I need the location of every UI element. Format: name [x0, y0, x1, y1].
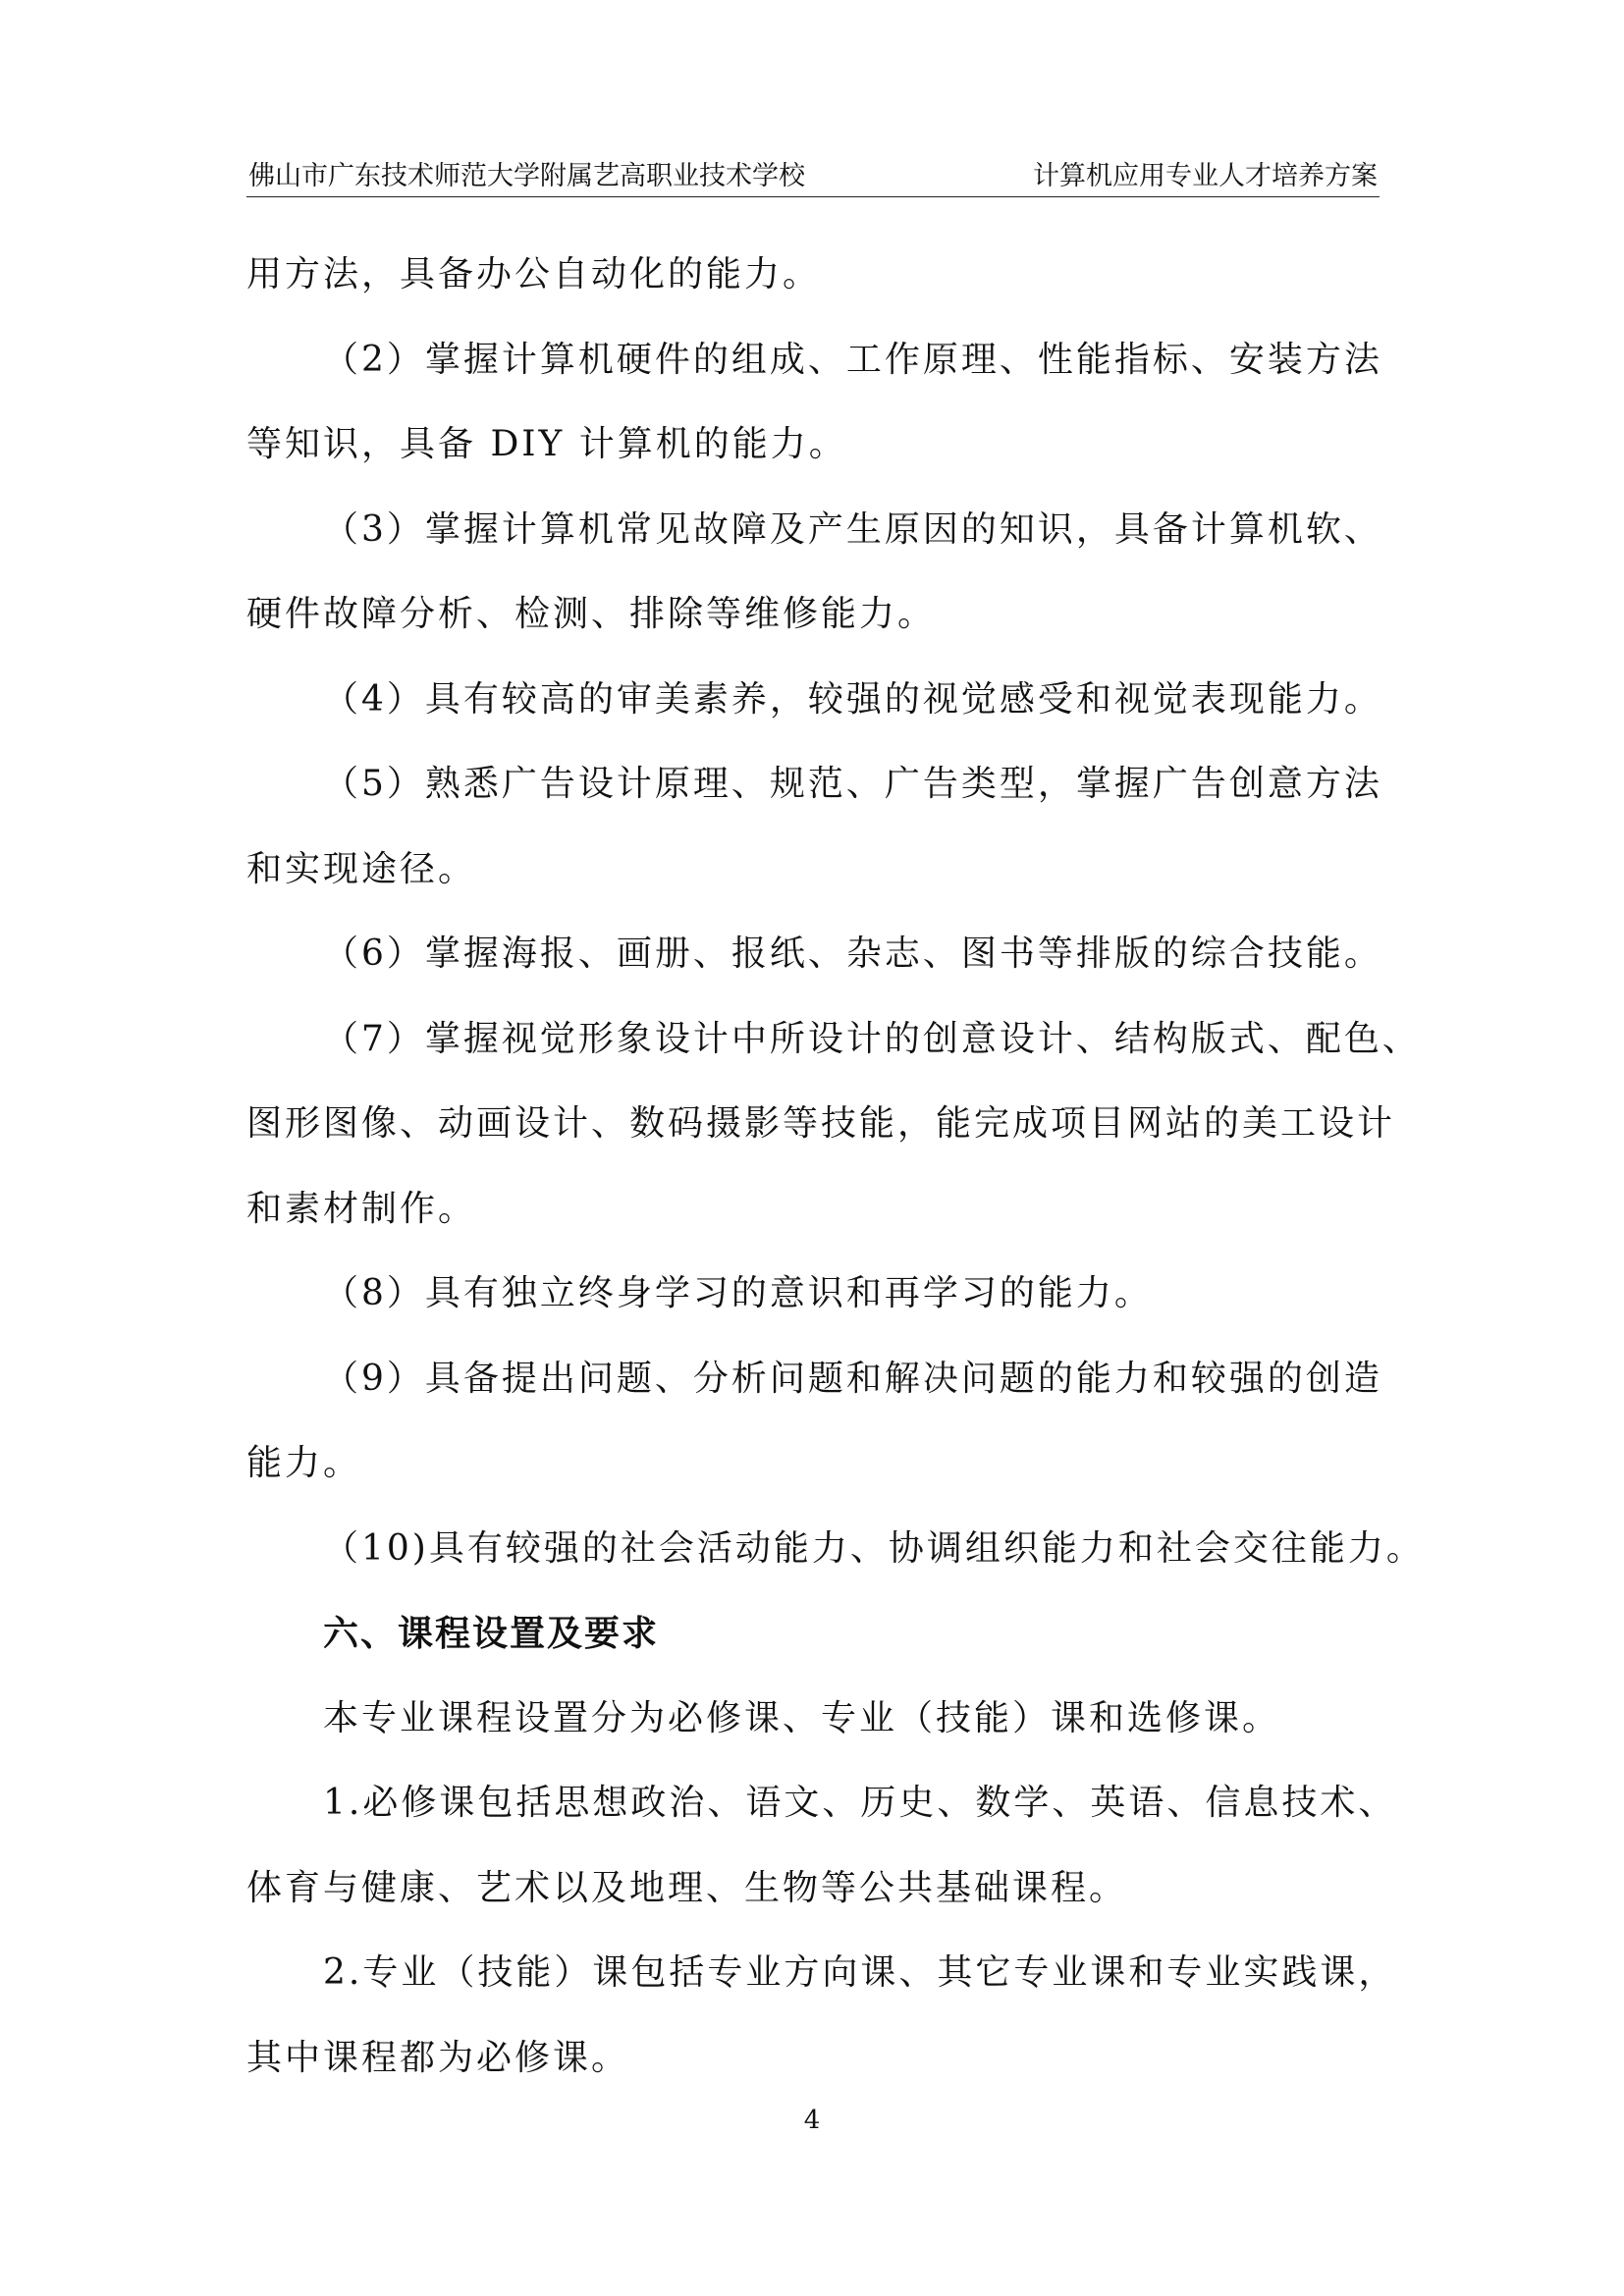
paragraph-line: （10)具有较强的社会活动能力、协调组织能力和社会交往能力。 [323, 1527, 1425, 1569]
paragraph-line: （4）具有较高的审美素养，较强的视觉感受和视觉表现能力。 [323, 678, 1382, 720]
section-heading: 六、课程设置及要求 [323, 1613, 660, 1654]
running-header [246, 157, 1380, 197]
paragraph-line: （8）具有独立终身学习的意识和再学习的能力。 [323, 1273, 1153, 1313]
paragraph-line: 和实现途径。 [246, 848, 477, 889]
paragraph-line: 图形图像、动画设计、数码摄影等技能，能完成项目网站的美工设计 [246, 1103, 1396, 1144]
page-number: 4 [803, 2106, 821, 2135]
paragraph-line: 和素材制作。 [246, 1188, 477, 1229]
paragraph-line: 能力。 [246, 1443, 362, 1483]
paragraph-line: 本专业课程设置分为必修课、专业（技能）课和选修课。 [323, 1697, 1281, 1738]
paragraph-line: 其中课程都为必修课。 [246, 2037, 630, 2078]
paragraph-line: （3）掌握计算机常见故障及产生原因的知识，具备计算机软、 [323, 508, 1382, 550]
paragraph-line: 等知识，具备 DIY 计算机的能力。 [246, 424, 847, 464]
paragraph-line: （9）具备提出问题、分析问题和解决问题的能力和较强的创造 [323, 1358, 1382, 1399]
header-document-title: 计算机应用专业人才培养方案 [1033, 161, 1378, 191]
header-school-name: 佛山市广东技术师范大学附属艺高职业技术学校 [248, 161, 805, 191]
paragraph-line: （6）掌握海报、画册、报纸、杂志、图书等排版的综合技能。 [323, 934, 1382, 974]
paragraph-line: 硬件故障分析、检测、排除等维修能力。 [246, 594, 937, 634]
paragraph-line: 2.专业（技能）课包括专业方向课、其它专业课和专业实践课， [323, 1952, 1397, 1993]
paragraph-line: 体育与健康、艺术以及地理、生物等公共基础课程。 [246, 1867, 1128, 1908]
paragraph-line: （7）掌握视觉形象设计中所设计的创意设计、结构版式、配色、 [323, 1018, 1421, 1059]
body-text [246, 245, 1425, 2113]
paragraph-line: （5）熟悉广告设计原理、规范、广告类型，掌握广告创意方法 [323, 764, 1382, 804]
paragraph-line: （2）掌握计算机硬件的组成、工作原理、性能指标、安装方法 [323, 339, 1382, 380]
paragraph-line: 用方法，具备办公自动化的能力。 [246, 254, 822, 294]
paragraph-line: 1.必修课包括思想政治、语文、历史、数学、英语、信息技术、 [323, 1783, 1397, 1823]
